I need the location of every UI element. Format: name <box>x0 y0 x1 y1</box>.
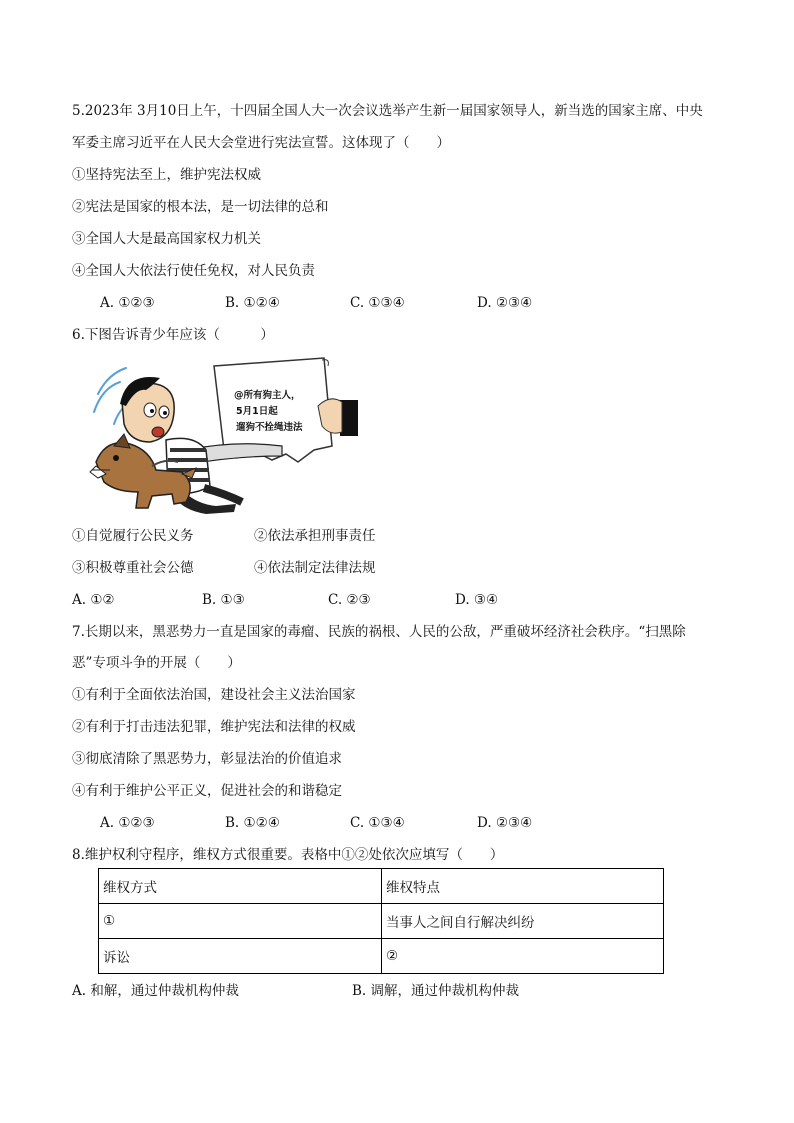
q8-stem: 8.维护权利守程序，维权方式很重要。表格中①②处依次应填写（ ） <box>72 847 504 863</box>
q6-item-4: ④依法制定法律法规 <box>254 560 376 576</box>
q7-item-3: ③彻底清除了黑恶势力，彰显法治的价值追求 <box>72 751 342 767</box>
table-row <box>99 904 664 939</box>
q5-item-2: ②宪法是国家的根本法，是一切法律的总和 <box>72 199 329 215</box>
table-cell: ① <box>99 904 382 939</box>
table-cell: 诉讼 <box>99 939 382 974</box>
q5-option-c: C. ①③④ <box>350 295 405 311</box>
cartoon-dog-leash-illustration <box>86 354 364 516</box>
notice-line-3: 遛狗不拴绳违法 <box>236 422 303 433</box>
notice-line-2: 5月1日起 <box>236 406 278 417</box>
q6-option-c: C. ②③ <box>328 592 371 608</box>
q6-item-1: ①自觉履行公民义务 <box>72 528 194 544</box>
q5-option-a: A. ①②③ <box>100 295 155 311</box>
q6-item-2: ②依法承担刑事责任 <box>254 528 376 544</box>
q5-item-1: ①坚持宪法至上，维护宪法权威 <box>72 167 261 183</box>
table-header-feature: 维权特点 <box>382 869 664 904</box>
q8-option-a: A. 和解，通过仲裁机构仲裁 <box>72 983 239 999</box>
q5-item-3: ③全国人大是最高国家权力机关 <box>72 231 261 247</box>
q7-item-2: ②有利于打击违法犯罪，维护宪法和法律的权威 <box>72 719 356 735</box>
q7-option-c: C. ①③④ <box>350 815 405 831</box>
q5-stem-line1: 5.2023年 3月10日上午，十四届全国人大一次会议选举产生新一届国家领导人，新当选的国家主席、中央 <box>72 103 703 119</box>
q5-stem-line2: 军委主席习近平在人民大会堂进行宪法宣誓。这体现了（ ） <box>72 135 450 151</box>
q6-option-d: D. ③④ <box>455 592 499 608</box>
q7-option-d: D. ②③④ <box>477 815 533 831</box>
q8-option-b: B. 调解，通过仲裁机构仲裁 <box>352 983 520 999</box>
q6-option-a: A. ①② <box>72 592 115 608</box>
q7-item-1: ①有利于全面依法治国，建设社会主义法治国家 <box>72 687 356 703</box>
q6-item-3: ③积极尊重社会公德 <box>72 560 194 576</box>
q7-item-4: ④有利于维护公平正义，促进社会的和谐稳定 <box>72 783 342 799</box>
q8-table <box>98 868 664 974</box>
table-header-row <box>99 869 664 904</box>
q7-stem-line2: 恶”专项斗争的开展（ ） <box>72 655 241 671</box>
q7-option-b: B. ①②④ <box>225 815 280 831</box>
table-cell: ② <box>382 939 664 974</box>
table-cell: 当事人之间自行解决纠纷 <box>382 904 664 939</box>
table-row <box>99 939 664 974</box>
q6-stem: 6.下图告诉青少年应该（ ） <box>72 327 274 343</box>
q6-option-b: B. ①③ <box>202 592 245 608</box>
q7-stem-line1: 7.长期以来，黑恶势力一直是国家的毒瘤、民族的祸根、人民的公敌，严重破坏经济社会秩序。“扫黑除 <box>72 624 686 640</box>
table-header-method: 维权方式 <box>99 869 382 904</box>
q5-item-4: ④全国人大依法行使任免权，对人民负责 <box>72 263 315 279</box>
q7-option-a: A. ①②③ <box>100 815 155 831</box>
notice-line-1: @所有狗主人， <box>234 390 301 401</box>
q5-option-d: D. ②③④ <box>477 295 533 311</box>
q5-option-b: B. ①②④ <box>225 295 280 311</box>
